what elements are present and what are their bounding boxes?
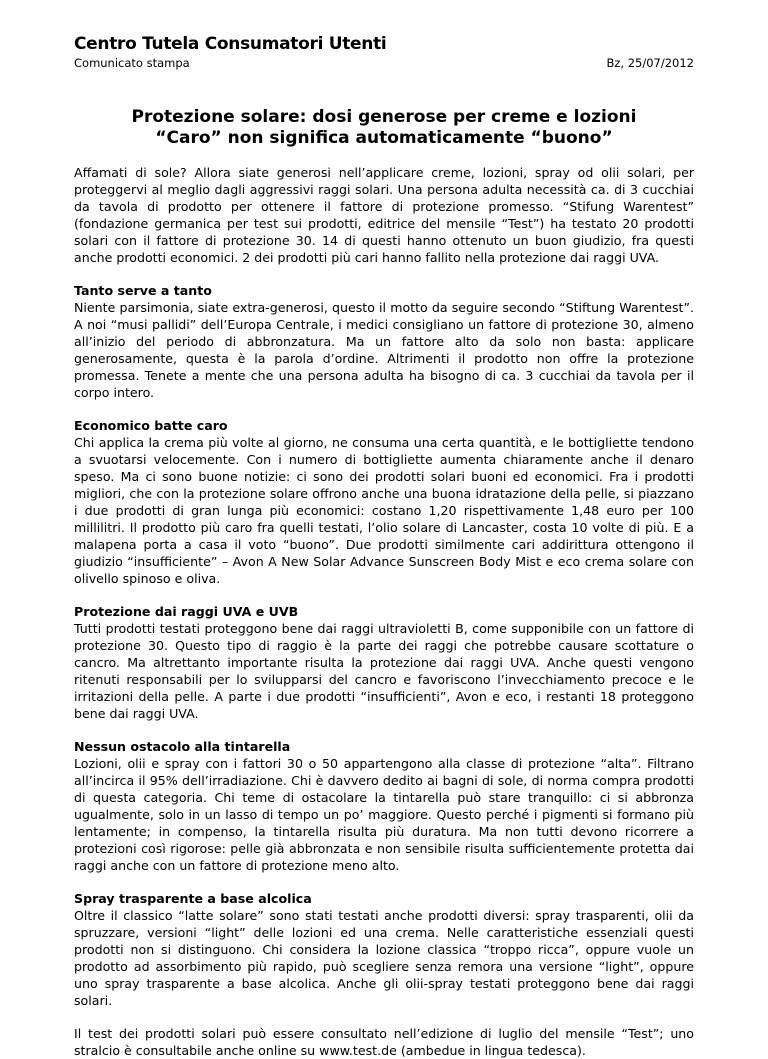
section-tintarella bbox=[74, 738, 694, 874]
section-heading: Protezione dai raggi UVA e UVB bbox=[74, 604, 299, 619]
document-type: Comunicato stampa bbox=[74, 56, 190, 70]
section-text: Chi applica la crema più volte al giorno, ne consuma una certa quantità, e le bottigliette tendono a svuotarsi velocemente. Con i numero di bottigliette aumenta chiaramente anche il denaro speso. Ma ci sono buone notizie: ci sono dei prodotti solari buoni ed economici. Fra i prodotti migliori, che con la protezione solare offrono anche una buona idratazione della pelle, si piazzano i due prodotti di gran lunga più economici: costano 1,20 rispettivamente 1,48 euro per 100 millilitri. Il prodotto più caro fra quelli testati, l’olio solare di Lancaster, costa 10 volte di più. E a malapena porta a casa il voto “buono”. Due prodotti similmente cari addirittura ottengono il giudizio “insufficiente” – Avon A New Solar Advance Sunscreen Body Mist e eco crema solare con olivello spinoso e oliva. bbox=[74, 435, 694, 586]
section-tanto-serve bbox=[74, 282, 694, 401]
section-text: Niente parsimonia, siate extra-generosi, questo il motto da seguire secondo “Stiftung Warentest”. A noi “musi pallidi” dell’Europa Centrale, i medici consigliano un fattore di protezione 30, almeno all’inizio del periodo di abbronzatura. Ma un fattore alto da solo non basta: applicare generosamente, questa è la parola d’ordine. Altrimenti il prodotto non offre la protezione promessa. Tenete a mente che una persona adulta ha bisogno di ca. 3 cucchiai da tavola per il corpo intero. bbox=[74, 300, 694, 400]
place-date: Bz, 25/07/2012 bbox=[606, 56, 694, 70]
section-heading: Nessun ostacolo alla tintarella bbox=[74, 739, 291, 754]
section-heading: Spray trasparente a base alcolica bbox=[74, 891, 312, 906]
section-text: Oltre il classico “latte solare” sono stati testati anche prodotti diversi: spray trasparenti, olii da spruzzare, versioni “light” delle lozioni ed una crema. Nelle caratteristiche essenziali questi prodotti non si distinguono. Chi considera la lozione classica “troppo ricca”, oppure vuole un prodotto ad assorbimento più rapido, può scegliere senza remora una versione “light”, oppure uno spray trasparente a base alcolica. Anche gli olii-spray testati proteggono bene dai raggi solari. bbox=[74, 908, 694, 1008]
section-economico bbox=[74, 417, 694, 587]
press-release bbox=[74, 34, 694, 1059]
organization-name: Centro Tutela Consumatori Utenti bbox=[74, 34, 387, 54]
section-text: Lozioni, olii e spray con i fattori 30 o 50 appartengono alla classe di protezione “alta”. Filtrano all’incirca il 95% dell’irradiazione. Chi è davvero dedito ai bagni di sole, di norma compra prodotti di questa categoria. Chi teme di ostacolare la tintarella può stare tranquillo: ci si abbronza ugualmente, solo in un lasso di tempo un po’ maggiore. Questo perché i pigmenti si formano più lentamente; in compenso, la tintarella risulta più duratura. Ma non tutti devono ricorrere a protezioni così rigorose: pelle già abbronzata e non sensibile risulta sufficientemente protetta dai raggi anche con un fattore di protezione meno alto. bbox=[74, 756, 694, 873]
section-text: Tutti prodotti testati proteggono bene dai raggi ultravioletti B, come supponibile con un fattore di protezione 30. Questo tipo di raggio è la parte dei raggi che potrebbe causare scottature o cancro. Ma altrettanto importante risulta la protezione dai raggi UVA. Anche questi vengono ritenuti responsabili per lo svilupparsi del cancro e favoriscono l’invecchiamento precoce e le irritazioni della pelle. A parte i due prodotti “insufficienti”, Avon e eco, i restanti 18 proteggono bene dai raggi UVA. bbox=[74, 621, 694, 721]
headline-line-1: Protezione solare: dosi generose per creme e lozioni bbox=[131, 107, 637, 127]
intro-paragraph: Affamati di sole? Allora siate generosi nell’applicare creme, lozioni, spray od olii solari, per proteggervi al meglio dagli aggressivi raggi solari. Una persona adulta necessità ca. di 3 cucchiai da tavola di prodotto per ottenere il fattore di protezione promesso. “Stifung Warentest” (fondazione germanica per test sui prodotti, editrice del mensile “Test”) ha testato 20 prodotti solari con il fattore di protezione 30. 14 di questi hanno ottenuto un buon giudizio, fra questi anche prodotti economici. 2 dei prodotti più cari hanno fallito nella protezione dai raggi UVA. bbox=[74, 165, 694, 265]
section-spray bbox=[74, 890, 694, 1009]
headline bbox=[74, 107, 694, 149]
header-meta bbox=[74, 56, 694, 70]
section-heading: Economico batte caro bbox=[74, 418, 228, 433]
section-heading: Tanto serve a tanto bbox=[74, 283, 212, 298]
closing-section bbox=[74, 1025, 694, 1059]
closing-paragraph: Il test dei prodotti solari può essere consultato nell’edizione di luglio del mensile “Test”; uno stralcio è consultabile anche online su www.test.de (ambedue in lingua tedesca). bbox=[74, 1026, 694, 1058]
headline-line-2: “Caro” non significa automaticamente “buono” bbox=[155, 128, 613, 148]
section-protezione-uva-uvb bbox=[74, 603, 694, 722]
